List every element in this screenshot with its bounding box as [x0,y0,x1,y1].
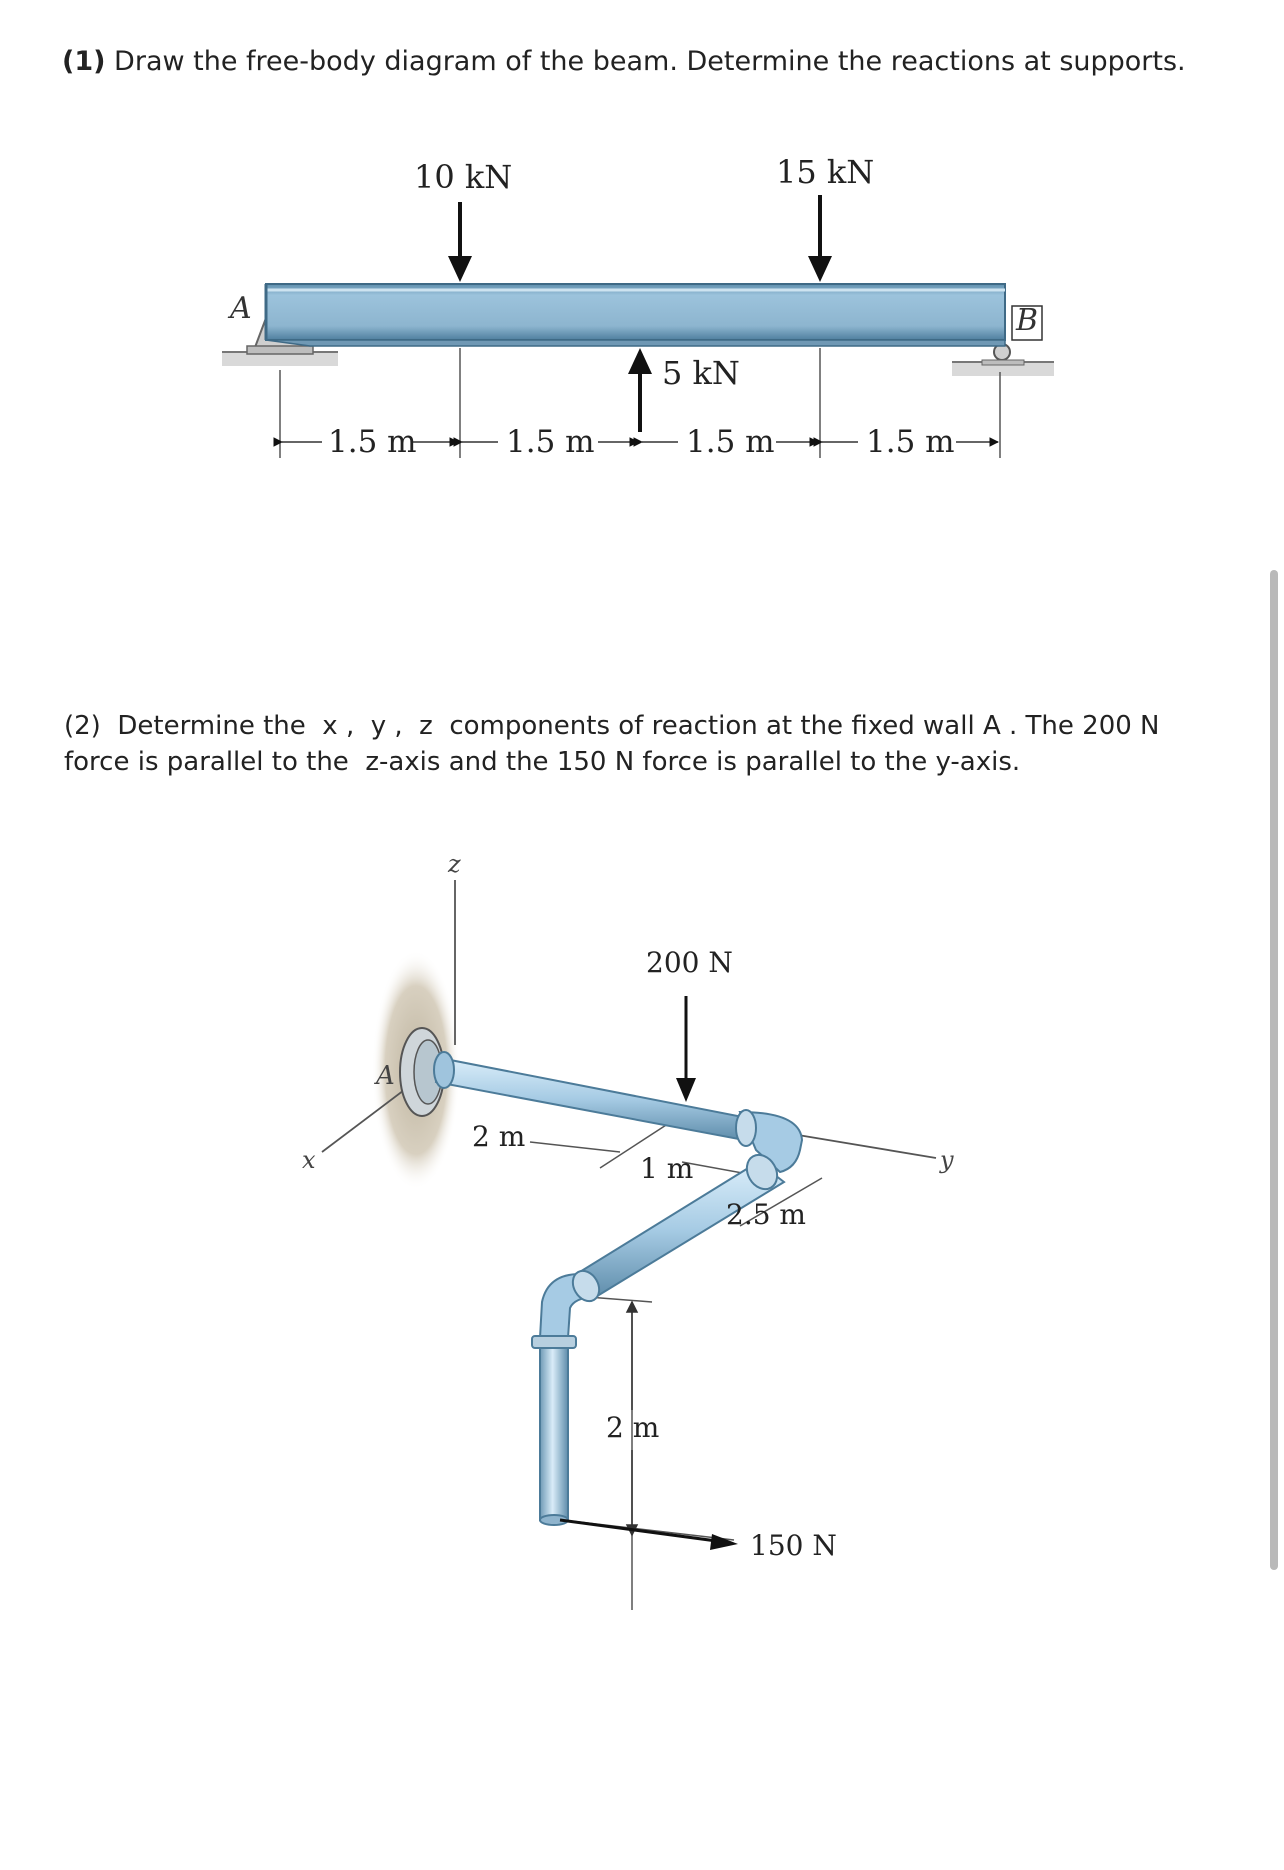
support-label-b: B [1016,303,1039,338]
pipe-figure [0,850,1284,1610]
force-200n-arrow [676,996,696,1102]
dim-segment-3: 1.5 m [686,424,775,460]
beam-figure [0,140,1284,620]
pipe-elbow-2 [532,1266,604,1348]
load-5kn-label: 5 kN [662,354,740,392]
dim-segment-2: 1.5 m [506,424,595,460]
dim-segment-4: 1.5 m [866,424,955,460]
dim-segment-1: 1.5 m [328,424,417,460]
beam [266,284,1005,346]
problem-2-statement [64,708,1224,780]
load-10kn-label: 10 kN [414,158,513,196]
problem-2-line-2: force is parallel to the z-axis and the 150 N force is parallel to the y-axis. [64,747,1021,777]
force-150n-label: 150 N [750,1529,837,1562]
dim-2m-bottom: 2 m [606,1411,660,1444]
y-axis [780,1132,936,1158]
scrollbar[interactable] [1270,570,1278,1570]
dim-2-5m: 2.5 m [726,1198,806,1231]
load-15kn-arrow [808,195,832,282]
load-15kn-label: 15 kN [776,153,875,191]
problem-1-number: (1) [62,46,106,77]
dim-2m-top: 2 m [472,1120,526,1153]
dim-1m: 1 m [640,1152,694,1185]
roller-support-b [982,344,1024,365]
force-200n-label: 200 N [646,946,733,979]
wall-label-a: A [376,1061,395,1091]
load-10kn-arrow [448,202,472,282]
problem-2-line-1: (2) Determine the x , y , z components of reaction at the fixed wall A . The 200 N [64,711,1160,741]
load-5kn-arrow [628,348,652,432]
problem-1-text: Draw the free-body diagram of the beam. Determine the reactions at supports. [105,46,1186,77]
x-axis-label: x [302,1146,316,1174]
problem-1-statement [62,42,1222,82]
y-axis-label: y [940,1146,954,1174]
support-label-a: A [230,291,252,326]
pipe-segment-vertical [540,1348,568,1525]
force-150n-arrow [560,1520,738,1550]
z-axis-label: z [448,850,461,878]
